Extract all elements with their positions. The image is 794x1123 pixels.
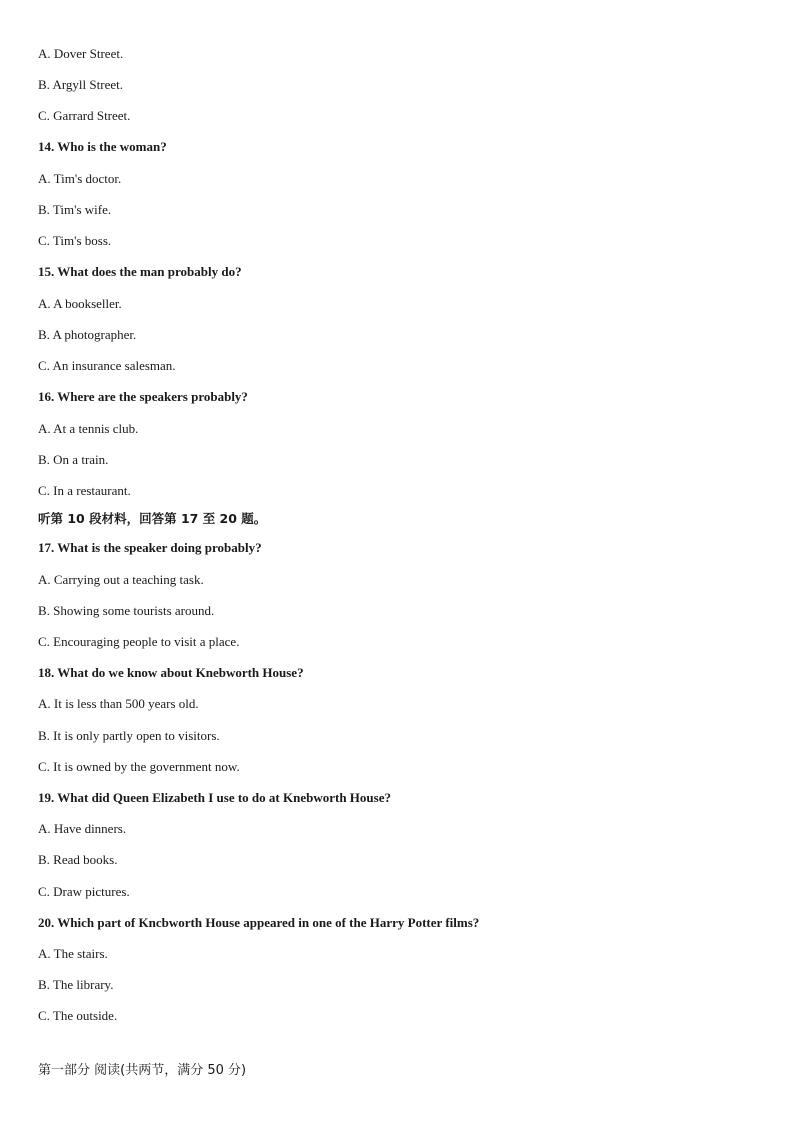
question-20: 20. Which part of Kncbworth House appeared in one of the Harry Potter films? <box>38 915 480 930</box>
option-line: B. Showing some tourists around. <box>38 603 215 618</box>
option-line: C. An insurance salesman. <box>38 358 176 373</box>
question-17: 17. What is the speaker doing probably? <box>38 540 262 555</box>
question-16: 16. Where are the speakers probably? <box>38 389 248 404</box>
option-line: C. Encouraging people to visit a place. <box>38 634 240 649</box>
option-line: C. In a restaurant. <box>38 483 131 498</box>
question-18: 18. What do we know about Knebworth House? <box>38 665 304 680</box>
question-15: 15. What does the man probably do? <box>38 264 242 279</box>
option-line: A. Carrying out a teaching task. <box>38 572 204 587</box>
option-line: B. Argyll Street. <box>38 77 123 92</box>
question-14: 14. Who is the woman? <box>38 139 167 154</box>
option-line: A. At a tennis club. <box>38 421 139 436</box>
option-line: A. Tim's doctor. <box>38 171 122 186</box>
option-line: C. Draw pictures. <box>38 884 130 899</box>
option-line: C. Tim's boss. <box>38 233 112 248</box>
option-line: B. It is only partly open to visitors. <box>38 728 220 743</box>
option-line: A. A bookseller. <box>38 296 122 311</box>
option-line: B. On a train. <box>38 452 109 467</box>
option-line: C. The outside. <box>38 1008 118 1023</box>
question-19: 19. What did Queen Elizabeth I use to do at Knebworth House? <box>38 790 391 805</box>
section-instruction: 听第 10 段材料，回答第 17 至 20 题。 <box>38 511 267 526</box>
option-line: B. The library. <box>38 977 114 992</box>
option-line: A. It is less than 500 years old. <box>38 696 199 711</box>
option-line: B. A photographer. <box>38 327 137 342</box>
part-heading: 第一部分 阅读(共两节，满分 50 分) <box>38 1063 247 1078</box>
option-line: C. Garrard Street. <box>38 108 131 123</box>
option-line: B. Read books. <box>38 852 118 867</box>
option-line: A. Dover Street. <box>38 46 124 61</box>
option-line: B. Tim's wife. <box>38 202 112 217</box>
option-line: A. Have dinners. <box>38 821 127 836</box>
option-line: A. The stairs. <box>38 946 108 961</box>
option-line: C. It is owned by the government now. <box>38 759 240 774</box>
